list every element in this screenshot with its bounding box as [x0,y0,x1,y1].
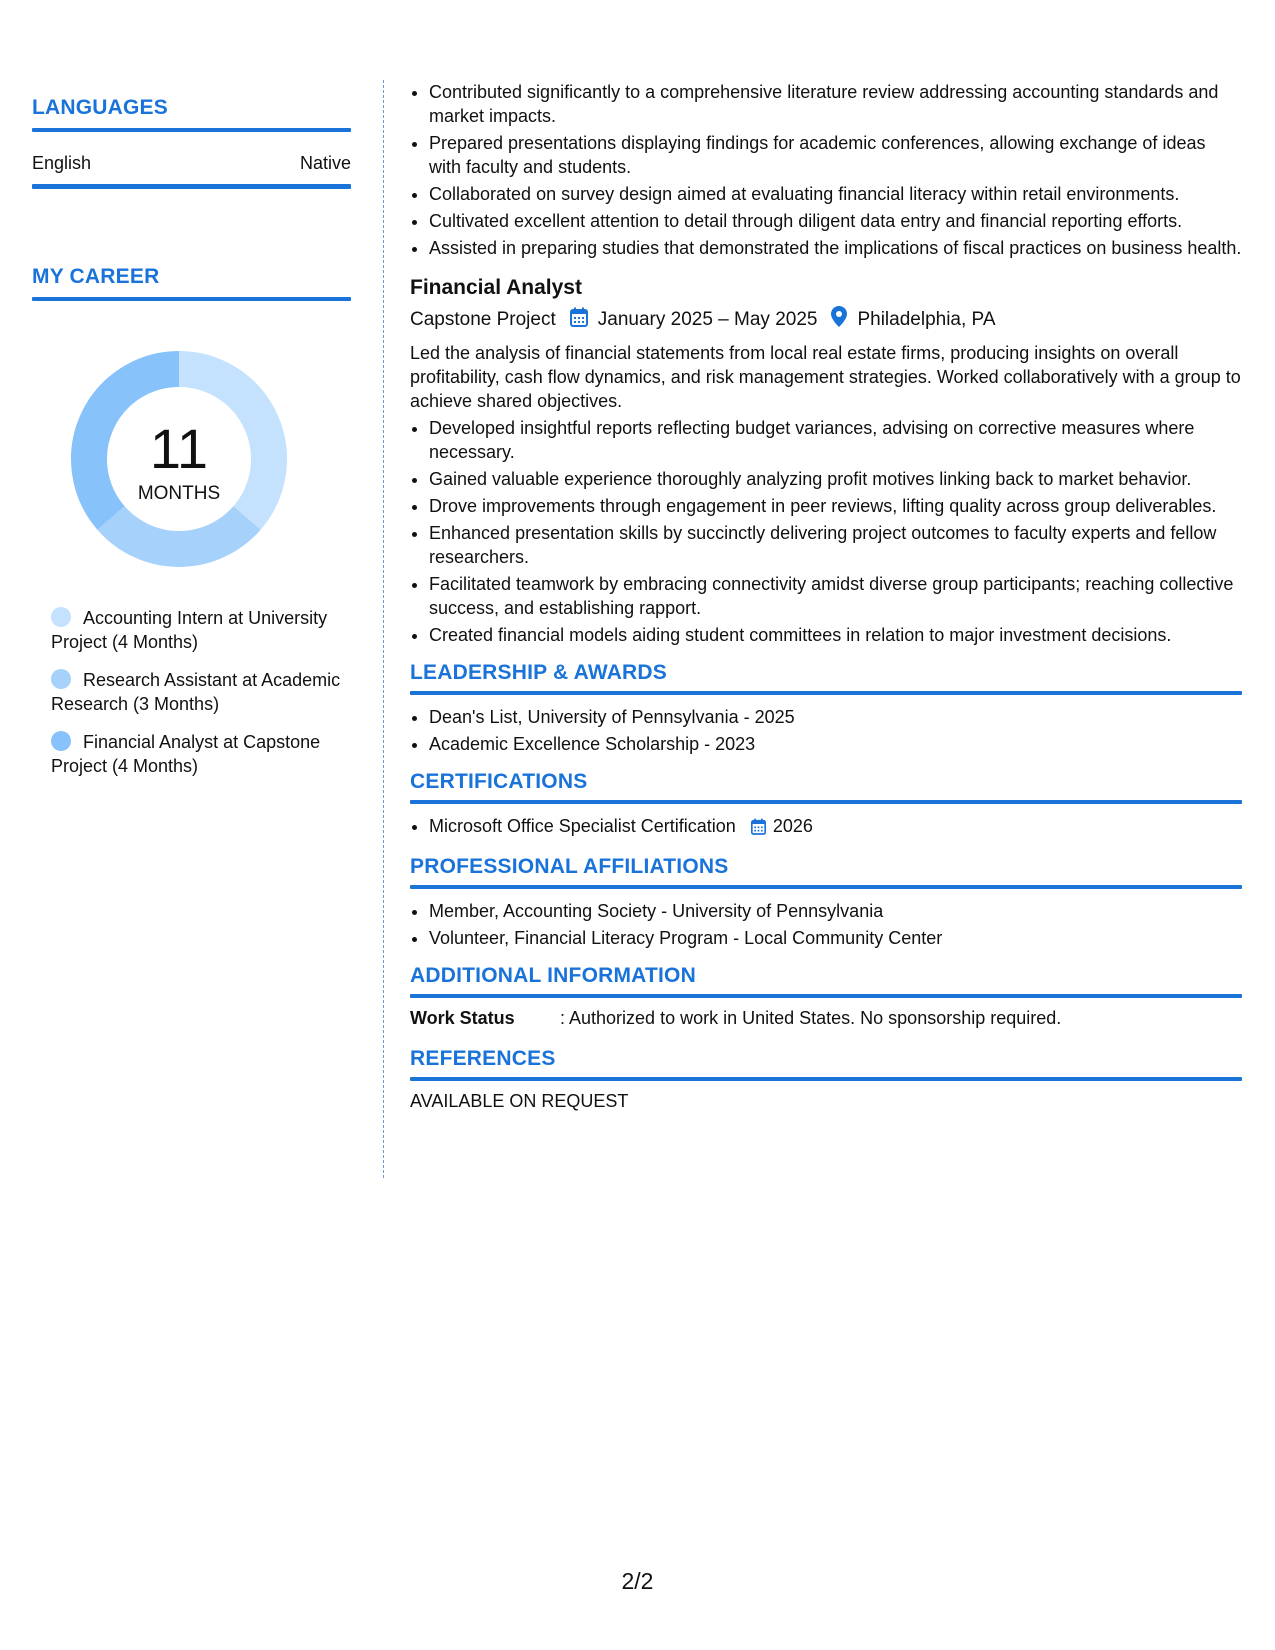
legend-dot-icon [51,731,71,751]
bullet-item: • Drove improvements through engagement in peer reviews, lifting quality across group deliverables. [429,494,1242,518]
bullet-item: • Contributed significantly to a comprehensive literature review addressing accounting standards and market impacts. [429,80,1242,128]
affiliation-item: • Volunteer, Financial Literacy Program - Local Community Center [429,926,1242,950]
donut-segment [111,518,247,549]
language-level: Native [299,153,351,173]
affiliations-list [410,899,1242,950]
award-item: • Academic Excellence Scholarship - 2023 [429,732,1242,756]
bullet-item: • Collaborated on survey design aimed at evaluating financial literacy within retail environments. [429,182,1242,206]
calendar-icon [751,817,766,841]
languages-title-text: LANGUAGES [32,96,168,119]
location-pin-icon [831,306,847,333]
leadership-list [410,705,1242,756]
legend-text: Financial Analyst at Capstone Project (4 Months) [51,732,321,776]
references-title: REFERENCES [410,1047,556,1070]
references-text: AVAILABLE ON REQUEST [410,1091,629,1111]
career-section-title [32,265,351,301]
right-column [410,80,1242,1112]
additional-info-title: ADDITIONAL INFORMATION [410,964,696,987]
career-legend-item [51,606,351,654]
legend-dot-icon [51,669,71,689]
affiliation-item: • Member, Accounting Society - University of Pennsylvania [429,899,1242,923]
bullet-item: • Facilitated teamwork by embracing connectivity amidst diverse group participants; reaching collective success, and establishing rapport. [429,572,1242,620]
references-section [410,1047,1242,1112]
bullet-item: • Cultivated excellent attention to detail through diligent data entry and financial reporting efforts. [429,209,1242,233]
column-divider [383,80,384,1178]
work-status-label: Work Status [410,1008,515,1028]
bullet-item: • Prepared presentations displaying findings for academic conferences, allowing exchange of ideas with faculty and students. [429,131,1242,179]
bullet-item: • Gained valuable experience thoroughly analyzing profit motives linking back to market behavior. [429,467,1242,491]
job-title: Financial Analyst [410,276,582,299]
bullet-item: • Assisted in preparing studies that demonstrated the implications of fiscal practices on business health. [429,236,1242,260]
career-total-unit: MONTHS [137,483,221,504]
language-row [32,153,351,174]
certifications-underline [410,800,1242,804]
certification-name: Microsoft Office Specialist Certification [429,816,736,836]
certifications-list [410,814,1242,841]
page-number: 2/2 [621,1568,654,1594]
previous-job-bullets [410,80,1242,260]
career-donut-chart [66,346,292,572]
affiliations-underline [410,885,1242,889]
job-summary: Led the analysis of financial statements from local real estate firms, producing insights on overall profitability, cash flow dynamics, and risk management strategies. Worked collaboratively with a group to achieve shared objectives. [410,343,1241,411]
job-meta [410,306,1242,333]
language-name: English [32,153,92,173]
certification-item [429,814,1242,841]
career-legend [51,606,351,792]
language-level-bar [32,184,351,189]
career-total-number: 11 [149,417,209,480]
job-location: Philadelphia, PA [857,308,996,330]
languages-title-underline [32,128,351,132]
certifications-section [410,770,1242,841]
job-bullets [410,416,1242,647]
bullet-item: • Developed insightful reports reflecting budget variances, advising on corrective measures where necessary. [429,416,1242,464]
certification-year: 2026 [772,816,813,836]
legend-dot-icon [51,607,71,627]
bullet-item: • Enhanced presentation skills by succinctly delivering project outcomes to faculty experts and fellow researchers. [429,521,1242,569]
affiliations-section [410,855,1242,950]
job-company: Capstone Project [410,308,556,330]
award-item: • Dean's List, University of Pennsylvania - 2025 [429,705,1242,729]
career-title-text: MY CAREER [32,265,160,288]
languages-section-title [32,96,351,132]
bullet-item: • Created financial models aiding student committees in relation to major investment decisions. [429,623,1242,647]
career-title-underline [32,297,351,301]
certifications-title: CERTIFICATIONS [410,770,588,793]
references-underline [410,1077,1242,1081]
career-legend-item [51,668,351,716]
affiliations-title: PROFESSIONAL AFFILIATIONS [410,855,729,878]
work-status-row [410,1008,1242,1029]
legend-text: Accounting Intern at University Project (4 Months) [51,608,328,652]
career-legend-item [51,730,351,778]
legend-text: Research Assistant at Academic Research (3 Months) [51,670,341,714]
additional-info-section [410,964,1242,1029]
leadership-title: LEADERSHIP & AWARDS [410,661,667,684]
calendar-icon [570,307,588,333]
leadership-underline [410,691,1242,695]
work-status-value: : Authorized to work in United States. No sponsorship required. [560,1008,1062,1028]
additional-info-underline [410,994,1242,998]
leadership-section [410,661,1242,756]
job-dates: January 2025 – May 2025 [597,308,818,330]
